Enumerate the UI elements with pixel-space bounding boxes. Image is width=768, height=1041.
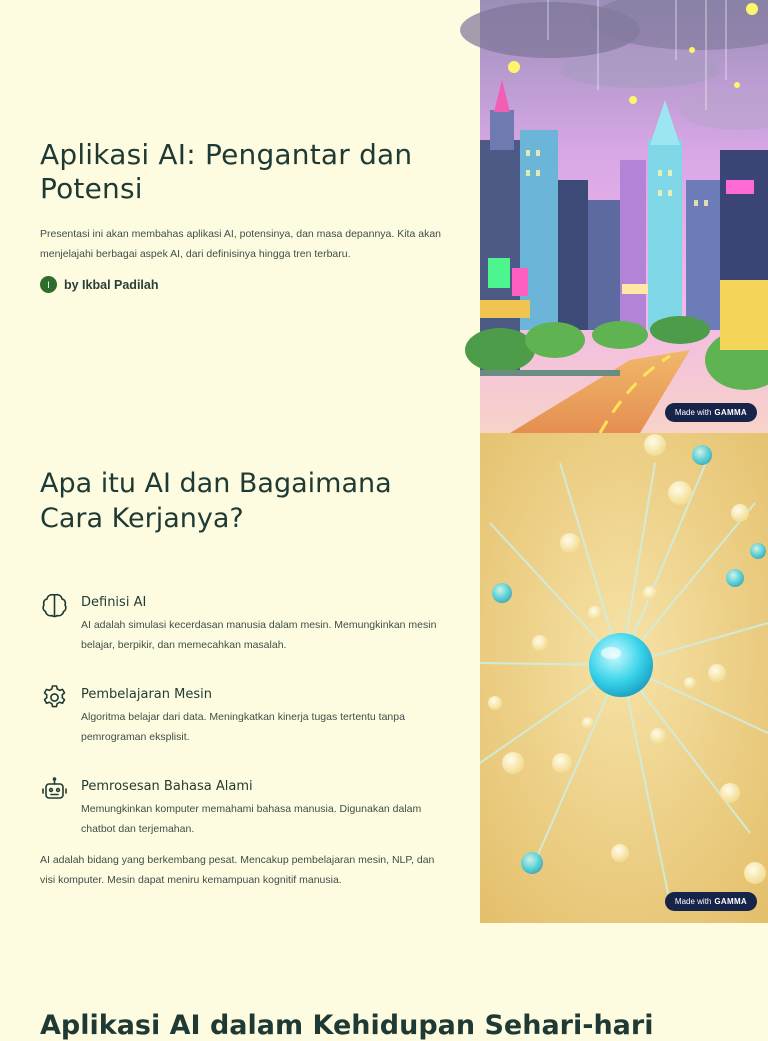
made-with-gamma-badge[interactable] [665, 403, 757, 422]
badge-prefix: Made with [674, 897, 712, 906]
slide-title: Aplikasi AI: Pengantar dan Potensi [40, 138, 413, 205]
gear-icon [40, 683, 69, 712]
feature-heading: Pemrosesan Bahasa Alami [81, 779, 253, 794]
brain-icon [40, 591, 69, 620]
city-illustration [480, 0, 768, 433]
badge-prefix: Made with [674, 408, 712, 417]
feature-body: Memungkinkan komputer memahami bahasa manusia. Digunakan dalam chatbot dan terjemahan. [81, 803, 422, 835]
next-slide-title: Aplikasi AI dalam Kehidupan Sehari-hari [40, 1010, 654, 1041]
badge-brand: GAMMA [714, 897, 747, 906]
author-avatar: I [40, 276, 57, 293]
feature-body: Algoritma belajar dari data. Meningkatkan kinerja tugas tertentu tanpa pemrograman eksplisit. [81, 711, 405, 743]
neural-network-illustration [480, 433, 768, 923]
neural-network-image [480, 433, 768, 923]
slide-title: Apa itu AI dan Bagaimana Cara Kerjanya? [40, 468, 392, 534]
robot-icon [40, 775, 69, 804]
badge-brand: GAMMA [714, 408, 747, 417]
slide-intro [0, 0, 768, 433]
feature-body: AI adalah simulasi kecerdasan manusia dalam mesin. Memungkinkan mesin belajar, berpikir, dan memecahkan masalah. [81, 619, 437, 651]
feature-heading: Definisi AI [81, 595, 147, 610]
futuristic-city-image [480, 0, 768, 433]
slide-summary: AI adalah bidang yang berkembang pesat. Mencakup pembelajaran mesin, NLP, dan visi komputer. Mesin dapat meniru kemampuan kognitif manusia. [40, 854, 435, 886]
slide-description: Presentasi ini akan membahas aplikasi AI, potensinya, dan masa depannya. Kita akan menjelajahi berbagai aspek AI, dari definisinya hingga tren terbaru. [40, 228, 441, 260]
author-line [40, 276, 158, 293]
feature-heading: Pembelajaran Mesin [81, 687, 212, 702]
author-name: by Ikbal Padilah [64, 277, 159, 292]
slide-what-is-ai [0, 433, 768, 923]
made-with-gamma-badge[interactable] [665, 892, 757, 911]
